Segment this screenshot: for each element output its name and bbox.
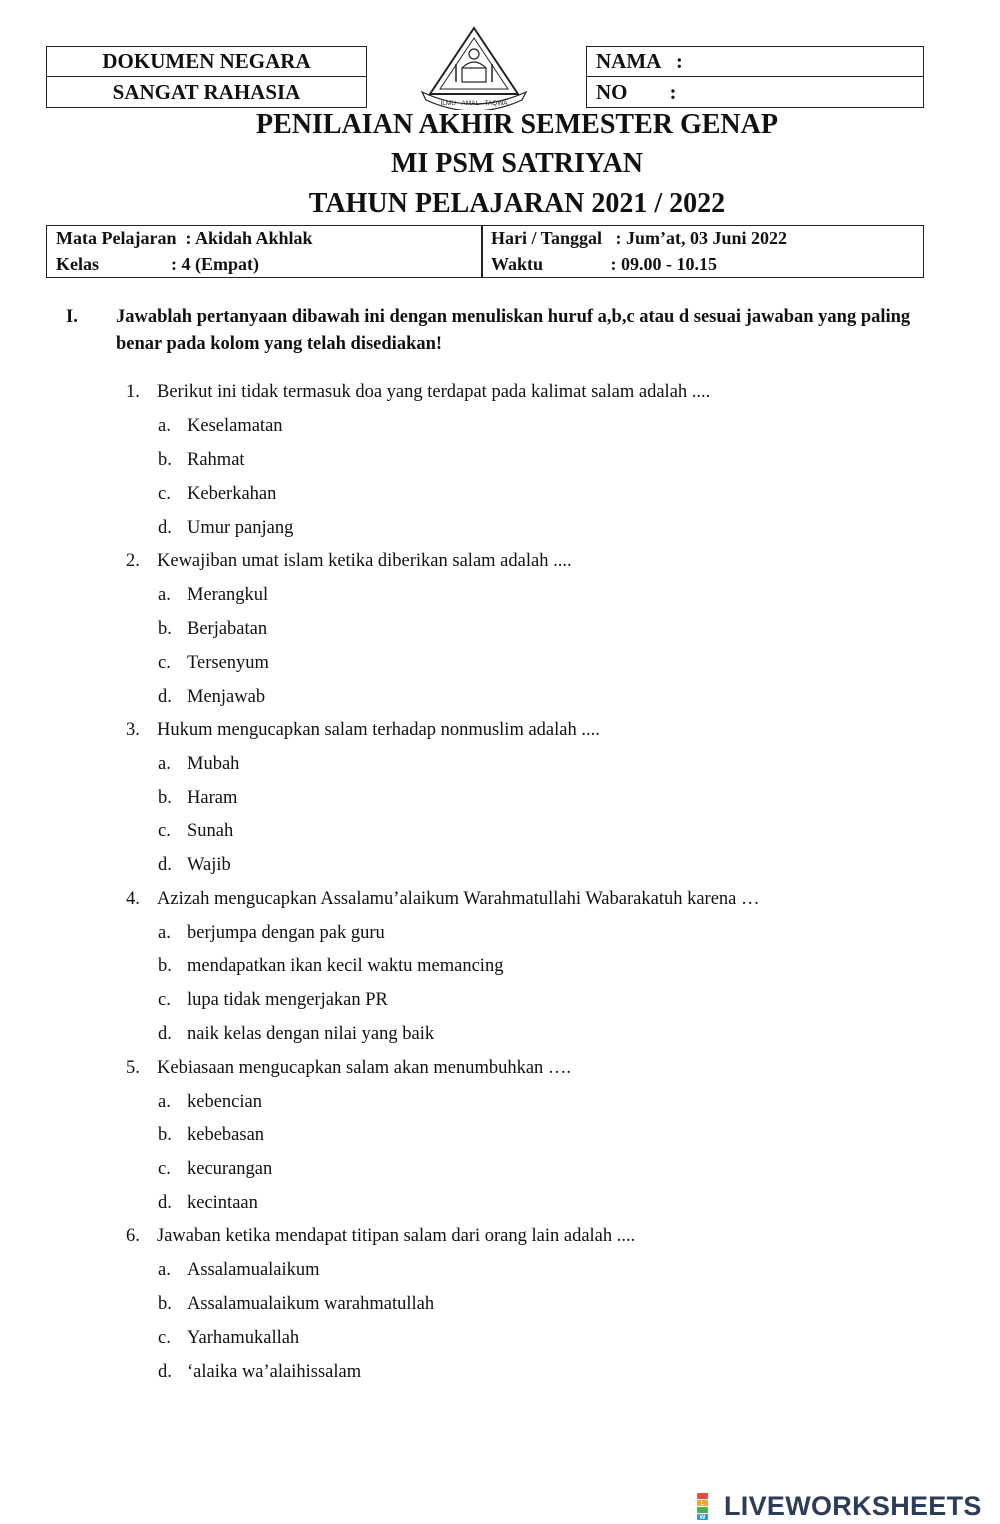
question-1-option-d[interactable] <box>158 515 293 541</box>
academic-year: TAHUN PELAJARAN 2021 / 2022 <box>308 188 726 219</box>
question-text: Azizah mengucapkan Assalamu’alaikum Warahmatullahi Wabarakatuh karena … <box>157 889 760 909</box>
question-2 <box>126 548 572 574</box>
option-text: Menjawab <box>187 687 266 707</box>
question-3-option-c[interactable] <box>158 818 233 844</box>
option-letter: d. <box>158 1024 172 1044</box>
question-2-option-b[interactable] <box>158 616 267 642</box>
option-text: Sunah <box>187 821 234 841</box>
question-1-option-a[interactable] <box>158 413 283 439</box>
question-4-option-d[interactable] <box>158 1021 434 1047</box>
option-text: naik kelas dengan nilai yang baik <box>187 1024 435 1044</box>
secrecy-level: SANGAT RAHASIA <box>112 80 301 104</box>
logo-letter: L <box>700 1501 705 1507</box>
question-2-option-a[interactable] <box>158 582 268 608</box>
question-5-option-a[interactable] <box>158 1089 262 1115</box>
option-text: Assalamualaikum warahmatullah <box>187 1294 435 1314</box>
option-letter: a. <box>158 754 171 774</box>
question-4 <box>126 886 760 912</box>
question-3 <box>126 717 600 743</box>
option-text: Berjabatan <box>187 619 268 639</box>
option-letter: b. <box>158 1294 172 1314</box>
option-letter: c. <box>158 1159 171 1179</box>
school-logo-motto: ILMU - AMAL - TAQWA <box>440 100 508 107</box>
option-text: ‘alaika wa’alaihissalam <box>187 1362 362 1382</box>
question-5 <box>126 1055 571 1081</box>
option-text: Wajib <box>187 855 231 875</box>
option-letter: b. <box>158 450 172 470</box>
question-6-option-c[interactable] <box>158 1325 299 1351</box>
school-logo <box>414 24 534 110</box>
exam-title: PENILAIAN AKHIR SEMESTER GENAP <box>256 109 778 140</box>
option-letter: d. <box>158 687 172 707</box>
option-letter: b. <box>158 619 172 639</box>
question-text: Berikut ini tidak termasuk doa yang terdapat pada kalimat salam adalah .... <box>157 382 711 402</box>
option-text: kecurangan <box>187 1159 273 1179</box>
exam-info-divider <box>481 225 483 278</box>
option-letter: a. <box>158 923 171 943</box>
option-text: Tersenyum <box>187 653 269 673</box>
question-text: Kebiasaan mengucapkan salam akan menumbuhkan …. <box>157 1058 572 1078</box>
question-6-option-b[interactable] <box>158 1291 434 1317</box>
option-letter: a. <box>158 1092 171 1112</box>
liveworksheets-logo-icon <box>696 1491 722 1521</box>
option-text: Keselamatan <box>187 416 283 436</box>
option-text: Assalamualaikum <box>187 1260 320 1280</box>
option-text: berjumpa dengan pak guru <box>187 923 385 943</box>
option-text: mendapatkan ikan kecil waktu memancing <box>187 956 504 976</box>
question-6-option-a[interactable] <box>158 1257 320 1283</box>
question-6 <box>126 1223 635 1249</box>
section-number: I. <box>66 307 78 327</box>
option-letter: a. <box>158 585 171 605</box>
question-1-option-b[interactable] <box>158 447 245 473</box>
question-2-option-c[interactable] <box>158 650 269 676</box>
option-letter: c. <box>158 990 171 1010</box>
option-text: Keberkahan <box>187 484 277 504</box>
question-1-option-c[interactable] <box>158 481 276 507</box>
question-5-option-d[interactable] <box>158 1190 258 1216</box>
option-letter: c. <box>158 484 171 504</box>
option-letter: c. <box>158 653 171 673</box>
option-text: Rahmat <box>187 450 245 470</box>
option-text: Yarhamukallah <box>187 1328 300 1348</box>
option-text: kebebasan <box>187 1125 265 1145</box>
number-field-label: NO : <box>596 80 677 104</box>
question-6-option-d[interactable] <box>158 1359 361 1385</box>
option-letter: d. <box>158 855 172 875</box>
liveworksheets-watermark <box>696 1490 982 1522</box>
option-text: kecintaan <box>187 1193 258 1213</box>
liveworksheets-text: LIVEWORKSHEETS <box>724 1490 982 1521</box>
question-3-option-a[interactable] <box>158 751 239 777</box>
question-text: Kewajiban umat islam ketika diberikan salam adalah .... <box>157 551 572 571</box>
time-info: Waktu : 09.00 - 10.15 <box>491 254 718 274</box>
option-letter: c. <box>158 821 171 841</box>
option-text: kebencian <box>187 1092 262 1112</box>
question-1 <box>126 379 710 405</box>
question-3-option-b[interactable] <box>158 785 237 811</box>
option-letter: d. <box>158 518 172 538</box>
option-letter: d. <box>158 1193 172 1213</box>
question-5-option-b[interactable] <box>158 1122 264 1148</box>
question-5-option-c[interactable] <box>158 1156 272 1182</box>
question-4-option-c[interactable] <box>158 987 388 1013</box>
question-2-option-d[interactable] <box>158 684 265 710</box>
question-number: 2. <box>126 551 140 571</box>
question-4-option-b[interactable] <box>158 953 503 979</box>
option-text: Haram <box>187 788 238 808</box>
question-text: Jawaban ketika mendapat titipan salam dari orang lain adalah .... <box>157 1226 636 1246</box>
option-letter: a. <box>158 1260 171 1280</box>
option-letter: a. <box>158 416 171 436</box>
section-instruction: Jawablah pertanyaan dibawah ini dengan menuliskan huruf a,b,c atau d sesuai jawaban yang paling benar pada kolom yang telah disediakan! <box>116 307 911 354</box>
question-3-option-d[interactable] <box>158 852 231 878</box>
option-letter: b. <box>158 956 172 976</box>
question-number: 4. <box>126 889 140 909</box>
question-number: 3. <box>126 720 140 740</box>
option-text: Merangkul <box>187 585 269 605</box>
option-text: Umur panjang <box>187 518 294 538</box>
option-letter: b. <box>158 1125 172 1145</box>
document-classification: DOKUMEN NEGARA <box>102 49 311 73</box>
school-name: MI PSM SATRIYAN <box>390 148 644 179</box>
option-letter: b. <box>158 788 172 808</box>
date-info: Hari / Tanggal : Jum’at, 03 Juni 2022 <box>491 228 788 248</box>
subject-info: Mata Pelajaran : Akidah Akhlak <box>56 228 313 248</box>
class-info: Kelas : 4 (Empat) <box>56 254 259 274</box>
option-letter: d. <box>158 1362 172 1382</box>
question-number: 5. <box>126 1058 140 1078</box>
option-text: lupa tidak mengerjakan PR <box>187 990 388 1010</box>
question-text: Hukum mengucapkan salam terhadap nonmuslim adalah .... <box>157 720 600 740</box>
name-field-label: NAMA : <box>596 49 683 73</box>
question-number: 6. <box>126 1226 140 1246</box>
option-text: Mubah <box>187 754 240 774</box>
option-letter: c. <box>158 1328 171 1348</box>
question-number: 1. <box>126 382 140 402</box>
question-4-option-a[interactable] <box>158 920 385 946</box>
logo-letter: W <box>699 1515 706 1521</box>
